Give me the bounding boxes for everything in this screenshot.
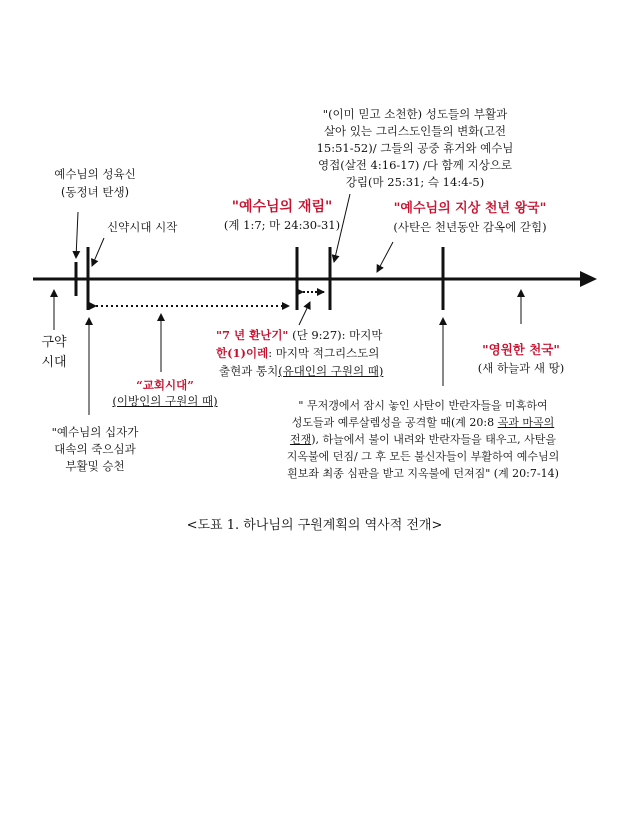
ot-era-line: 구약	[41, 335, 67, 350]
church-era-title: “교회시대”	[136, 378, 194, 392]
rapture-note-line: 15:51-52)/ 그들의 공중 휴거와 예수님	[316, 141, 514, 155]
rapture-note-line: 영접(살전 4:16-17) /다 함께 지상으로	[317, 158, 512, 172]
rapture-note-line: 살아 있는 그리스도인들의 변화(고전	[323, 124, 507, 138]
eternal-kingdom-title: "영원한 천국"	[482, 342, 560, 357]
millennium-sub: (사탄은 천년동안 감옥에 갇힘)	[393, 220, 547, 234]
figure-caption: <도표 1. 하나님의 구원계획의 역사적 전개>	[186, 518, 443, 533]
arrow-nt-start	[92, 238, 104, 266]
incarnation-label	[40, 166, 150, 200]
cross-note	[40, 424, 150, 475]
cross-note-line: "예수님의 십자가	[51, 425, 139, 439]
rapture-note	[300, 106, 530, 191]
half-week-desc: : 마지막 적그리스도의	[268, 346, 380, 360]
millennium-label	[375, 201, 565, 235]
seven-years-label	[216, 326, 383, 380]
arrow-incarnation	[76, 212, 78, 258]
final-judgment-line: 흰보좌 최종 심판을 받고 지옥불에 던져짐" (계 20:7-14)	[287, 467, 559, 480]
ot-era-line: 시대	[41, 355, 67, 370]
church-era-label	[100, 377, 230, 409]
final-judgment-line: ), 하늘에서 불이 내려와 반란자들을 태우고, 사탄을	[311, 433, 557, 446]
final-judgment-line: 성도들과 예루살렘성을 공격할 때(계 20:8	[291, 416, 498, 429]
cross-note-line: 부활및 승천	[65, 459, 125, 473]
rapture-note-line: 강림(마 25:31; 슥 14:4-5)	[345, 175, 485, 189]
millennium-title: "예수님의 지상 천년 왕국"	[393, 201, 547, 216]
ot-era-label	[36, 333, 72, 373]
second-coming-ref: (계 1:7; 마 24:30-31)	[223, 218, 341, 232]
church-era-sub: (이방인의 구원의 때)	[112, 394, 218, 408]
nt-start-label: 신약시대 시작	[107, 220, 178, 234]
time-axis-arrowhead	[580, 271, 597, 287]
incarnation-sub: (동정녀 탄생)	[60, 185, 130, 199]
arrow-millennium	[377, 242, 393, 272]
war-term: 전쟁	[289, 433, 312, 446]
jews-salvation-time: (유대인의 구원의 때)	[278, 364, 384, 378]
final-judgment-line: 지옥불에 던짐/ 그 후 모든 불신자들이 부활하여 예수님의	[286, 450, 560, 463]
second-coming-label	[212, 199, 352, 233]
rapture-note-line: "(이미 믿고 소천한) 성도들의 부활과	[322, 107, 508, 121]
second-coming-title: "예수님의 재림"	[231, 199, 333, 215]
cross-note-line: 대속의 죽으심과	[54, 442, 136, 456]
final-judgment-note	[248, 397, 598, 482]
final-judgment-line: " 무저갱에서 잠시 놓인 사탄이 반란자들을 미혹하여	[298, 399, 548, 412]
incarnation-title: 예수님의 성육신	[54, 167, 136, 181]
gog-magog: 곡과 마곡의	[497, 416, 555, 429]
eternal-kingdom-label	[466, 341, 576, 377]
eternal-kingdom-sub: (새 하늘과 새 땅)	[477, 361, 565, 375]
antichrist-reign: 출현과 통치	[219, 364, 279, 378]
arrow-seven-years	[299, 302, 310, 325]
seven-years-title: "7 년 환난기"	[216, 328, 289, 342]
half-week-term: 한(1)이레	[216, 346, 269, 360]
seven-years-ref: (단 9:27): 마지막	[288, 328, 383, 342]
